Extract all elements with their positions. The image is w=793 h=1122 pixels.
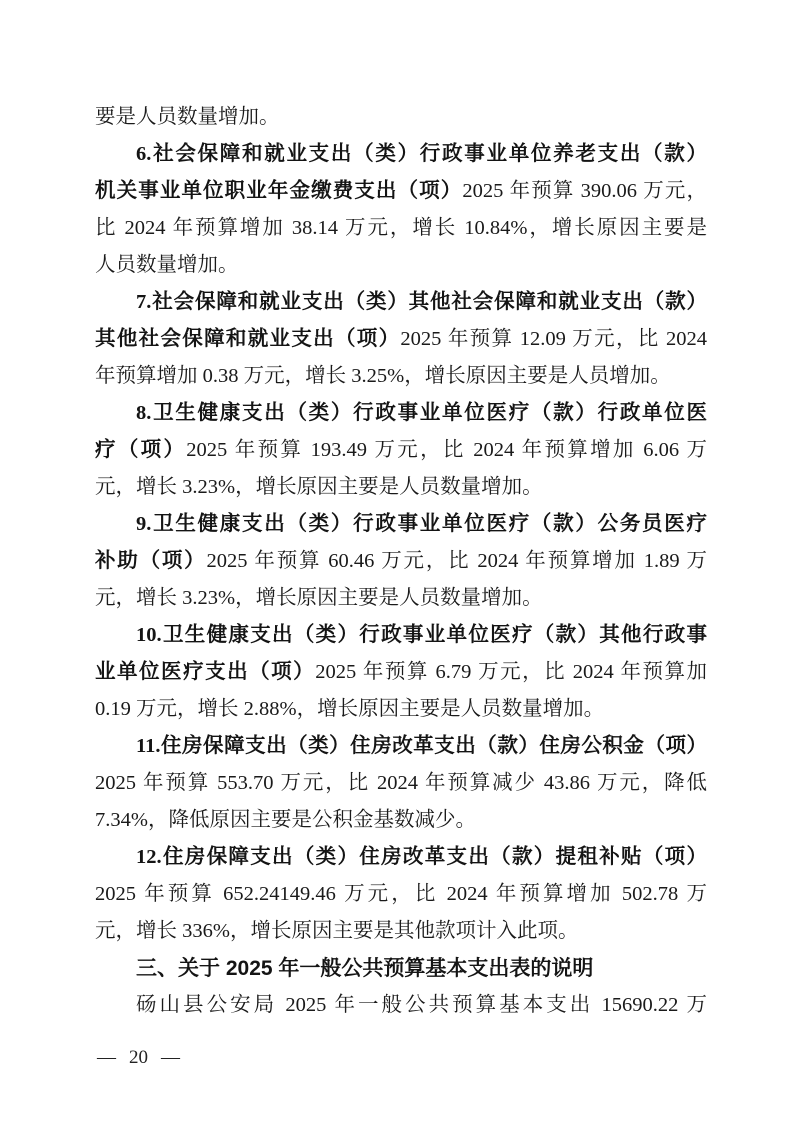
text-line: [95, 765, 707, 802]
text-segment-bold: 7.社会保障和就业支出（类）其他社会保障和就业支出（款）: [136, 291, 707, 313]
text-segment: 2025 年预算 193.49 万元，比 2024 年预算增加 6.06 万: [186, 439, 708, 461]
text-line: [95, 284, 707, 321]
text-line: [95, 247, 707, 284]
text-line: [95, 395, 707, 432]
text-segment: 年预算增加 0.38 万元，增长 3.25%，增长原因主要是人员增加。: [95, 365, 671, 387]
text-line: [95, 617, 707, 654]
text-line: [95, 99, 707, 136]
text-line: [95, 839, 707, 876]
text-line: [95, 691, 707, 728]
text-segment: 7.34%，降低原因主要是公积金基数减少。: [95, 809, 476, 831]
text-line: [95, 543, 707, 580]
text-line: [95, 210, 707, 247]
text-line: [95, 321, 707, 358]
text-segment-bold: 9.卫生健康支出（类）行政事业单位医疗（款）公务员医疗: [136, 513, 707, 535]
text-segment: 0.19 万元，增长 2.88%，增长原因主要是人员数量增加。: [95, 698, 605, 720]
text-segment: 元，增长 336%，增长原因主要是其他款项计入此项。: [95, 920, 579, 942]
footer-dash-right: —: [161, 1047, 180, 1068]
footer-dash-left: —: [97, 1047, 116, 1068]
text-line: [95, 173, 707, 210]
text-line: [95, 987, 707, 1024]
text-segment-bold: 8.卫生健康支出（类）行政事业单位医疗（款）行政单位医: [136, 402, 707, 424]
text-segment: 2025 年预算 652.24149.46 万元，比 2024 年预算增加 502.78 万: [95, 883, 707, 905]
text-segment-bold: 三、关于 2025 年一般公共预算基本支出表的说明: [136, 957, 594, 980]
text-line: [95, 913, 707, 950]
text-segment: 2025 年预算 553.70 万元，比 2024 年预算减少 43.86 万元，降低: [95, 772, 707, 794]
text-segment-bold: 补助（项）: [95, 550, 207, 572]
text-segment: 砀山县公安局 2025 年一般公共预算基本支出 15690.22 万: [136, 994, 707, 1016]
text-segment-bold: 机关事业单位职业年金缴费支出（项）: [95, 180, 463, 202]
text-segment: 元，增长 3.23%，增长原因主要是人员数量增加。: [95, 476, 543, 498]
text-segment: 人员数量增加。: [95, 254, 239, 276]
text-segment-bold: 12.住房保障支出（类）住房改革支出（款）提租补贴（项）: [136, 846, 707, 868]
text-line: [95, 654, 707, 691]
text-segment-bold: 其他社会保障和就业支出（项）: [95, 328, 401, 350]
text-segment-bold: 业单位医疗支出（项）: [95, 661, 316, 683]
document-body: [95, 99, 707, 1024]
text-line: [95, 802, 707, 839]
section-heading: [95, 950, 707, 987]
text-line: [95, 432, 707, 469]
text-segment: 2025 年预算 390.06 万元，: [462, 180, 708, 202]
text-line: [95, 358, 707, 395]
text-line: [95, 136, 707, 173]
text-segment-bold: 10.卫生健康支出（类）行政事业单位医疗（款）其他行政事: [136, 624, 707, 646]
text-segment-bold: 11.住房保障支出（类）住房改革支出（款）住房公积金（项）: [136, 735, 707, 757]
text-segment: 元，增长 3.23%，增长原因主要是人员数量增加。: [95, 587, 543, 609]
text-segment: 比 2024 年预算增加 38.14 万元，增长 10.84%，增长原因主要是: [95, 217, 707, 239]
page-number: 20: [129, 1047, 148, 1068]
text-line: [95, 876, 707, 913]
text-segment-bold: 疗（项）: [95, 439, 187, 461]
text-line: [95, 506, 707, 543]
text-segment: 要是人员数量增加。: [95, 106, 280, 128]
text-segment: 2025 年预算 12.09 万元，比 2024: [400, 328, 708, 350]
text-segment: 2025 年预算 60.46 万元，比 2024 年预算增加 1.89 万: [206, 550, 707, 572]
text-line: [95, 580, 707, 617]
text-line: [95, 469, 707, 506]
page-footer: [97, 1047, 180, 1069]
text-line: [95, 728, 707, 765]
text-segment: 2025 年预算 6.79 万元，比 2024 年预算加: [315, 661, 708, 683]
text-segment-bold: 6.社会保障和就业支出（类）行政事业单位养老支出（款）: [136, 143, 707, 165]
